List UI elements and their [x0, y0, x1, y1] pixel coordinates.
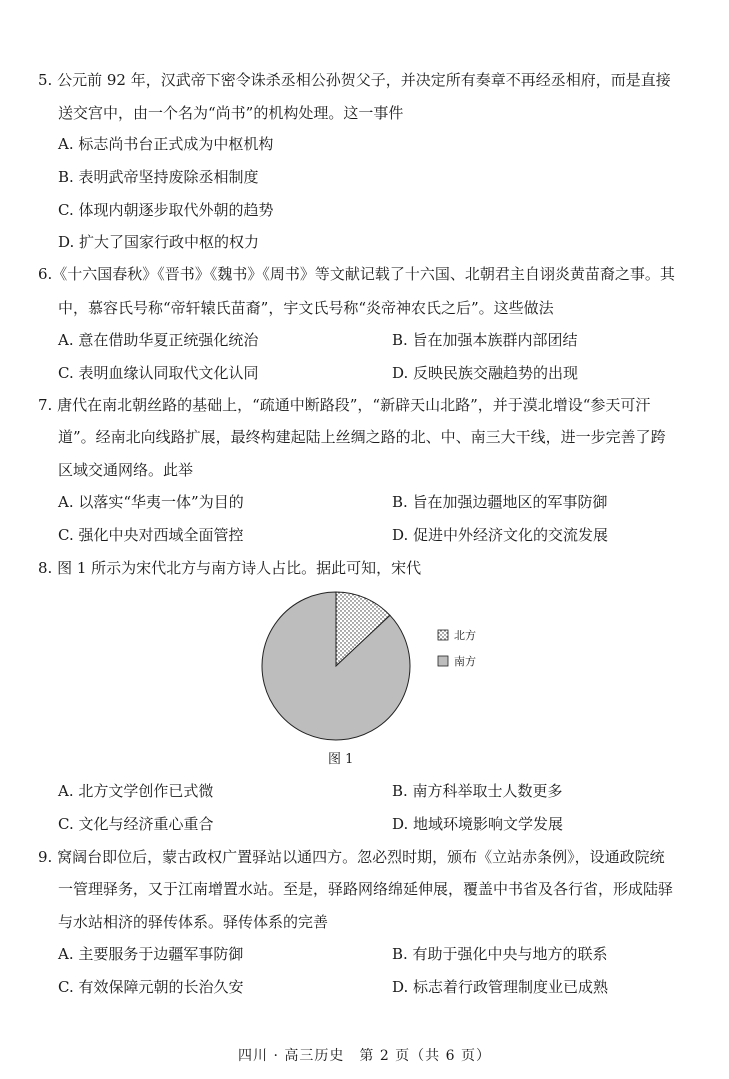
q9-option-a: A. 主要服务于边疆军事防御 — [58, 945, 244, 963]
q7-option-b: B. 旨在加强边疆地区的军事防御 — [392, 493, 608, 511]
q7-option-a: A. 以落实“华夷一体”为目的 — [58, 493, 244, 511]
q5-option-c: C. 体现内朝逐步取代外朝的趋势 — [58, 201, 274, 219]
q6-option-b: B. 旨在加强本族群内部团结 — [392, 331, 578, 349]
q8-option-c: C. 文化与经济重心重合 — [58, 815, 214, 833]
q5-stem-line1: 5. 公元前 92 年，汉武帝下密令诛杀丞相公孙贺父子，并决定所有奏章不再经丞相府，而是直接 — [38, 71, 671, 89]
q5-option-a: A. 标志尚书台正式成为中枢机构 — [58, 135, 274, 153]
q9-option-c: C. 有效保障元朝的长治久安 — [58, 978, 244, 996]
q6-option-d: D. 反映民族交融趋势的出现 — [392, 364, 579, 382]
q6-stem-line2: 中，慕容氏号称“帝轩辕氏苗裔”，宇文氏号称“炎帝神农氏之后”。这些做法 — [58, 299, 554, 317]
pie-chart-svg — [258, 584, 488, 774]
q9-option-b: B. 有助于强化中央与地方的联系 — [392, 945, 608, 963]
figure-1-pie-chart — [258, 584, 488, 774]
q6-option-c: C. 表明血缘认同取代文化认同 — [58, 364, 259, 382]
page-footer: 四川 · 高三历史 第 2 页（共 6 页） — [238, 1048, 491, 1064]
q8-stem-line1: 8. 图 1 所示为宋代北方与南方诗人占比。据此可知，宋代 — [38, 559, 422, 577]
q9-stem-line3: 与水站相济的驿传体系。驿传体系的完善 — [58, 913, 329, 931]
q8-option-d: D. 地域环境影响文学发展 — [392, 815, 564, 833]
figure-caption: 图 1 — [328, 752, 354, 767]
q9-stem-line2: 一管理驿务，又于江南增置水站。至是，驿路网络绵延伸展，覆盖中书省及各行省，形成陆驿 — [58, 880, 674, 898]
q6-option-a: A. 意在借助华夏正统强化统治 — [58, 331, 259, 349]
q9-stem-line1: 9. 窝阔台即位后，蒙古政权广置驿站以通四方。忽必烈时期，颁布《立站赤条例》，设通政院统 — [38, 848, 665, 866]
q7-stem-line1: 7. 唐代在南北朝丝路的基础上，“疏通中断路段”，“新辟天山北路”，并于漠北增设“参天可汗 — [38, 396, 651, 414]
q7-stem-line2: 道”。经南北向线路扩展，最终构建起陆上丝绸之路的北、中、南三大干线，进一步完善了跨 — [58, 428, 666, 446]
legend-swatch-0 — [438, 630, 448, 640]
q5-option-b: B. 表明武帝坚持废除丞相制度 — [58, 168, 259, 186]
q7-option-c: C. 强化中央对西域全面管控 — [58, 526, 244, 544]
q5-stem-line2: 送交宫中，由一个名为“尚书”的机构处理。这一事件 — [58, 104, 404, 122]
q7-option-d: D. 促进中外经济文化的交流发展 — [392, 526, 609, 544]
legend-swatch-1 — [438, 656, 448, 666]
q9-option-d: D. 标志着行政管理制度业已成熟 — [392, 978, 609, 996]
legend-label-1: 南方 — [454, 655, 476, 668]
q7-stem-line3: 区域交通网络。此举 — [58, 461, 194, 479]
q5-option-d: D. 扩大了国家行政中枢的权力 — [58, 233, 260, 251]
q8-option-b: B. 南方科举取士人数更多 — [392, 782, 563, 800]
legend-label-0: 北方 — [454, 629, 476, 642]
q6-stem-line1: 6.《十六国春秋》《晋书》《魏书》《周书》等文献记载了十六国、北朝君主自诩炎黄苗裔之事。其 — [38, 265, 675, 283]
q8-option-a: A. 北方文学创作已式微 — [58, 782, 214, 800]
